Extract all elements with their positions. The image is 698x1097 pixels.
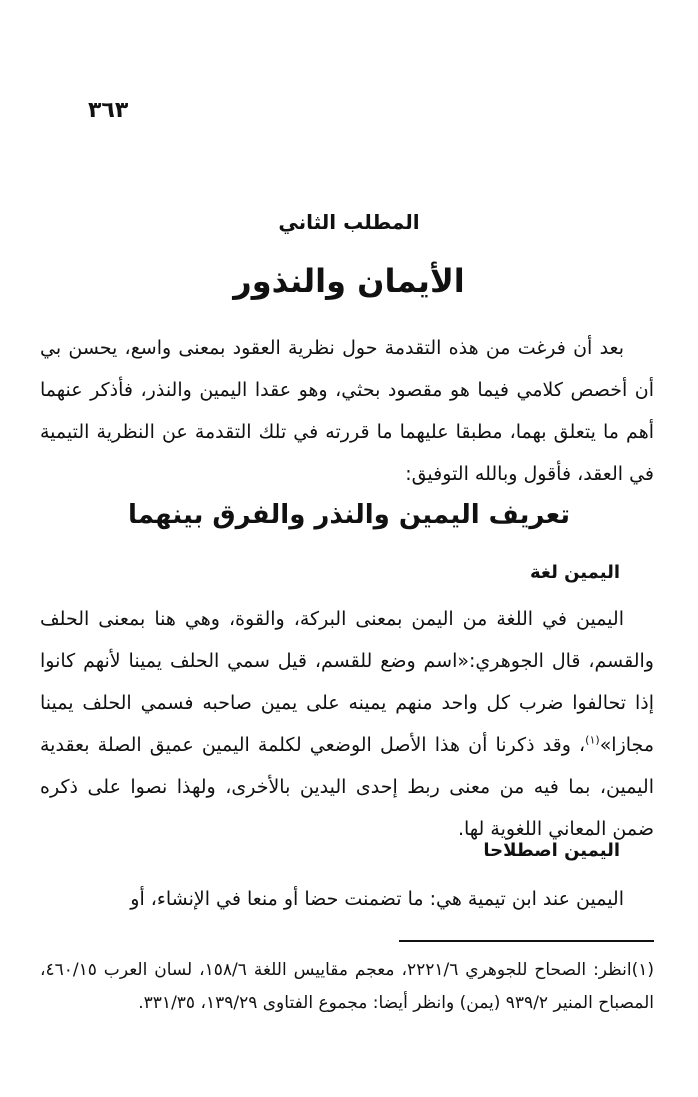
intro-paragraph: بعد أن فرغت من هذه التقدمة حول نظرية العقود بمعنى واسع، يحسن بي أن أخصص كلامي فيما هو مقصود بحثي، وهو عقدا اليمين والنذر، فأذكر عنهما أهم ما يتعلق بهما، مطبقا عليهما ما قررته في تلك التقدمة عن النظرية التيمية في العقد، فأقول وبالله التوفيق: — [40, 337, 654, 485]
yamin-istilahan-paragraph: اليمين عند ابن تيمية هي: ما تضمنت حضا أو منعا في الإنشاء، أو — [130, 888, 624, 910]
heading-yamin-istilahan: اليمين اصطلاحا — [483, 840, 620, 861]
footnote-reference[interactable]: (١) — [585, 733, 600, 747]
page-number: ٣٦٣ — [88, 98, 129, 123]
section-title: الأيمان والنذور — [233, 262, 465, 300]
section-label: المطلب الثاني — [278, 210, 420, 234]
subsection-title: تعريف اليمين والنذر والفرق بينهما — [127, 500, 571, 530]
yamin-lugha-text: اليمين في اللغة من اليمن بمعنى البركة، والقوة، وهي هنا بمعنى الحلف والقسم، قال الجوهري:«اسم وضع للقسم، قيل سمي الحلف يمينا لأنهم كانوا إذا تحالفوا ضرب كل واحد منهم يمينه على يمين صاحبه فسمي الحلف يمينا مجازا» — [40, 608, 654, 756]
yamin-lugha-paragraph — [40, 598, 654, 850]
heading-yamin-lugha: اليمين لغة — [530, 562, 620, 583]
yamin-lugha-text-cont: ، وقد ذكرنا أن هذا الأصل الوضعي لكلمة اليمين عميق الصلة بعقدية اليمين، بما فيه من معنى ربط إحدى اليدين بالأخرى، ولهذا نصوا على ذكره ضمن المعاني اللغوية لها. — [40, 734, 654, 840]
footnote: (١)انظر: الصحاح للجوهري ٢٢٢١/٦، معجم مقاييس اللغة ١٥٨/٦، لسان العرب ٤٦٠/١٥، المصباح المنير ٩٣٩/٢ (يمن) وانظر أيضا: مجموع الفتاوى ١٣٩/٢٩، ٣٣١/٣٥. — [40, 960, 654, 1013]
footnote-divider — [399, 940, 654, 942]
